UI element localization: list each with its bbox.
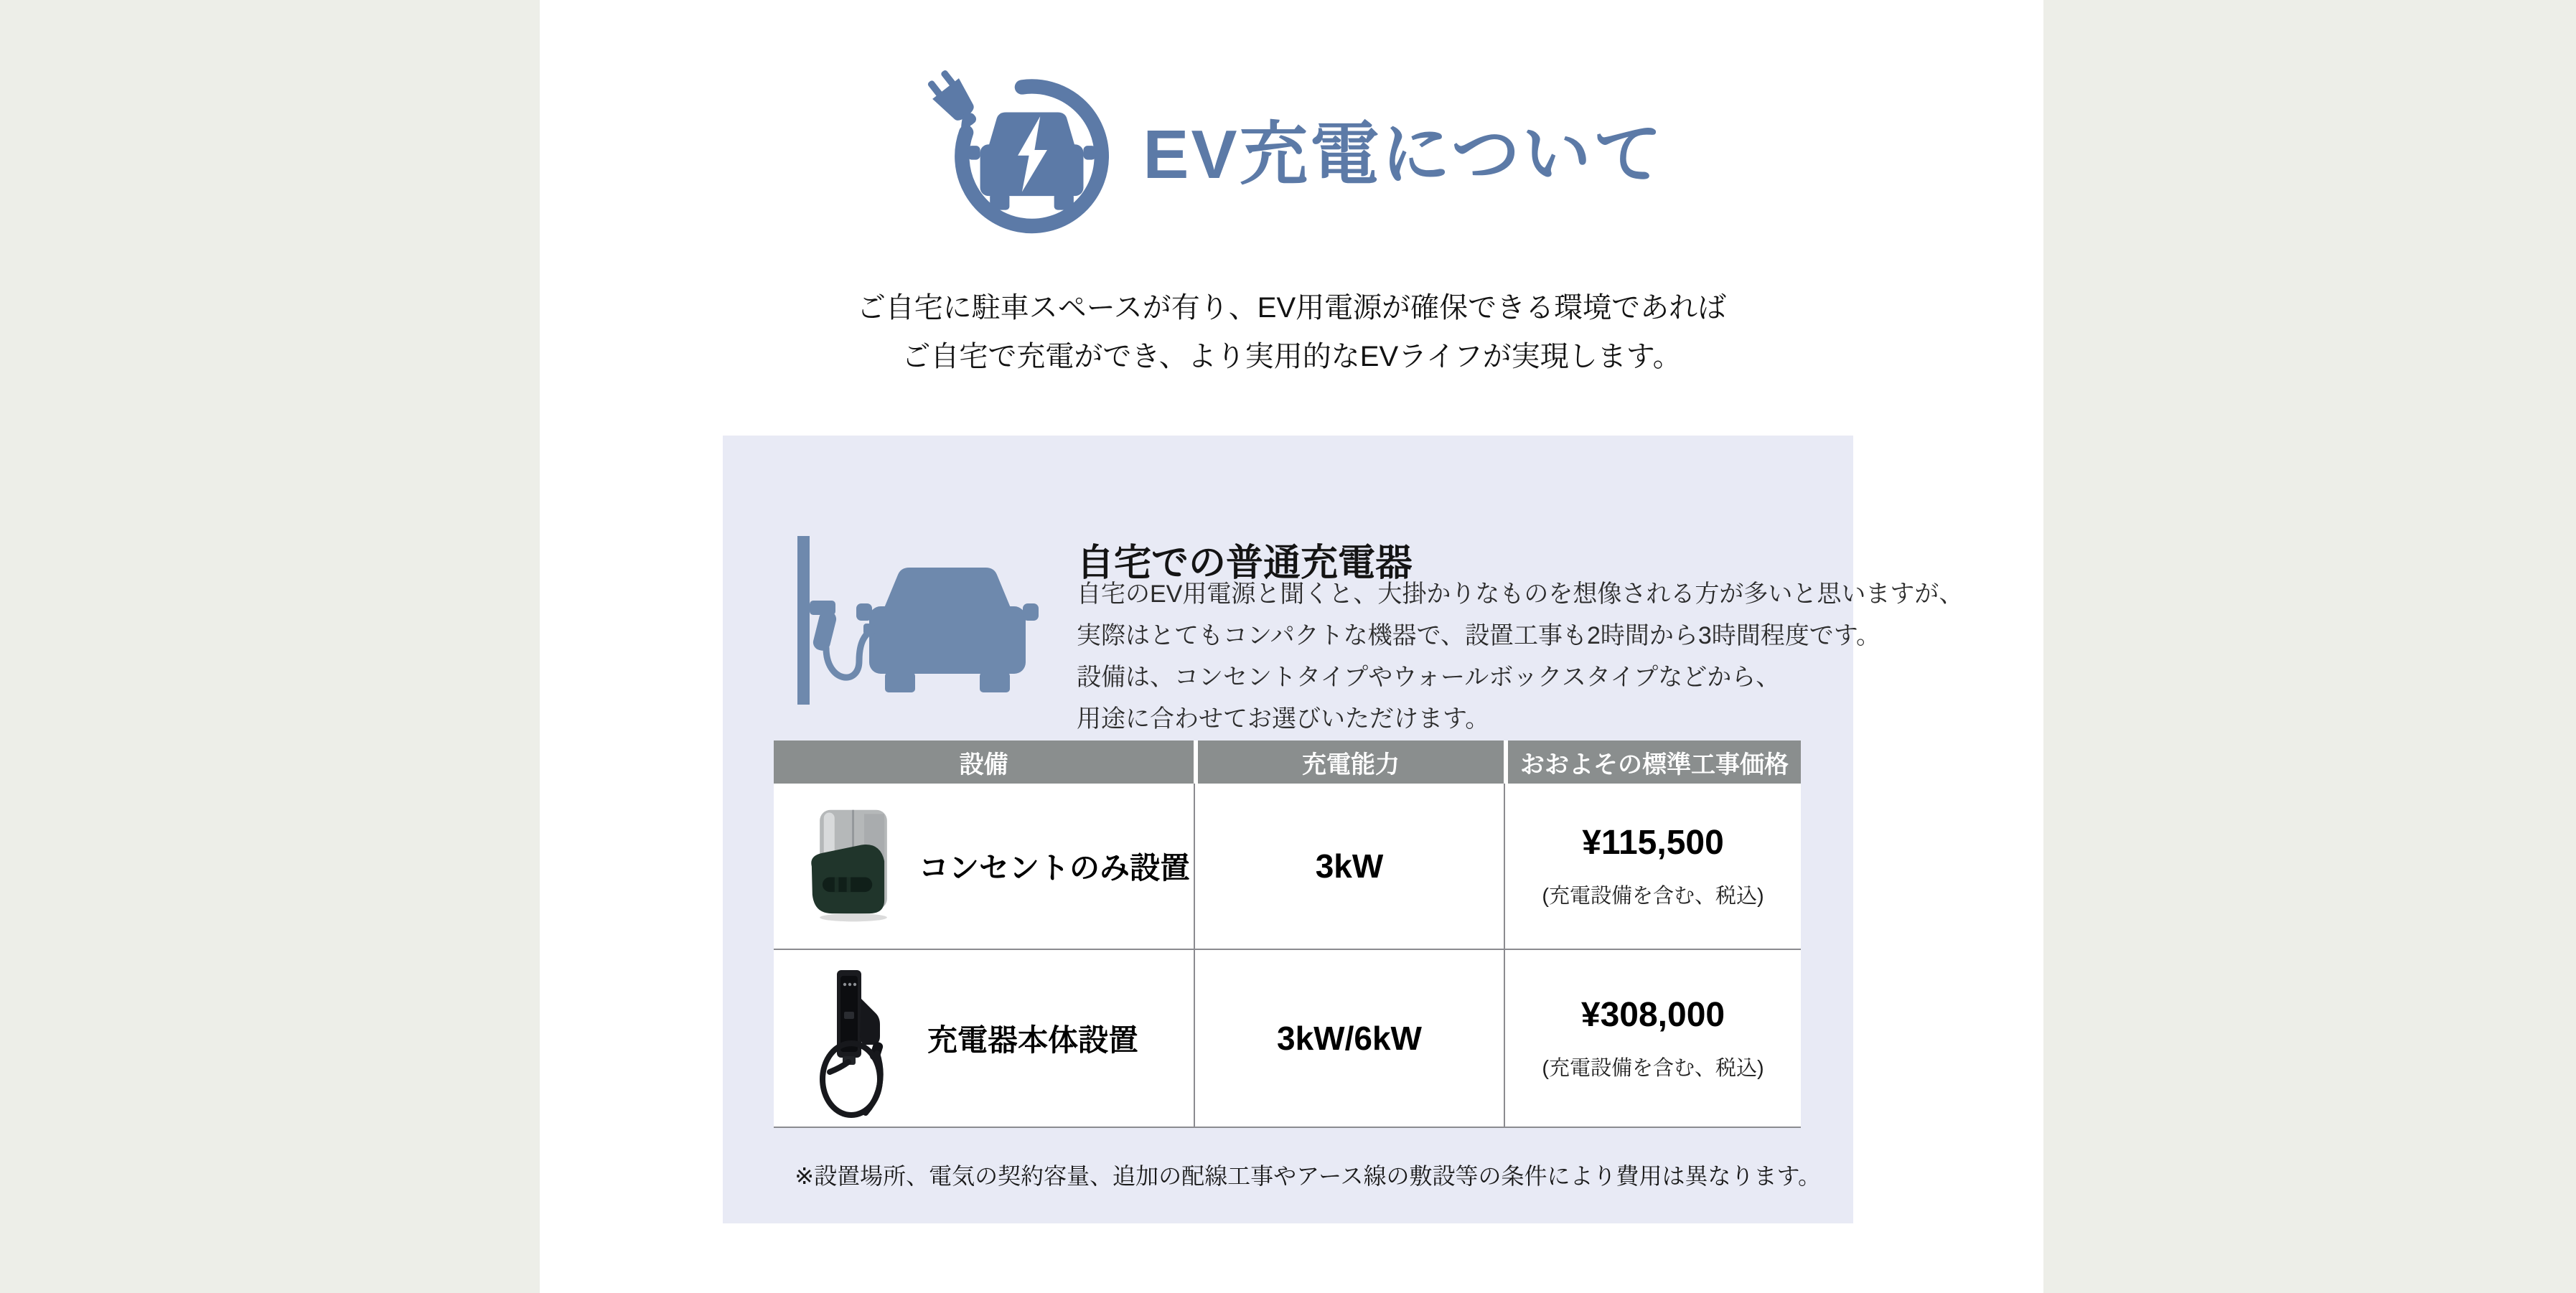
table-header-row xyxy=(774,740,1801,784)
ev-car-plug-circle-icon xyxy=(919,53,1121,245)
capacity-cell xyxy=(1194,950,1504,1127)
ev-outlet-product-image xyxy=(800,807,907,925)
equipment-label: コンセントのみ設置 xyxy=(919,851,1191,885)
page-header xyxy=(540,50,2043,248)
description-line: 設備は、コンセントタイプやウォールボックスタイプなどから、 xyxy=(1077,664,1781,691)
price-note: (充電設備を含む、税込) xyxy=(1542,885,1764,908)
capacity-cell xyxy=(1194,784,1504,949)
price-cell xyxy=(1504,784,1801,949)
charger-pricing-table xyxy=(774,740,1801,1128)
page-title: EV充電について xyxy=(1143,116,1664,193)
description-line: 自宅のEV用電源と聞くと、大掛かりなものを想像される方が多いと思いますが、 xyxy=(1077,580,1964,608)
intro-text xyxy=(540,283,2043,381)
price-value: ¥115,500 xyxy=(1582,824,1724,862)
description-line: 実際はとてもコンパクトな機器で、設置工事も2時間から3時間程度です。 xyxy=(1077,622,1881,649)
column-header-capacity: 充電能力 xyxy=(1194,740,1504,784)
panel-heading: 自宅での普通充電器 xyxy=(1077,542,1413,585)
column-header-price: おおよその標準工事価格 xyxy=(1504,740,1801,784)
price-cell xyxy=(1504,950,1801,1127)
home-charger-panel xyxy=(723,436,1964,1223)
car-charging-station-icon xyxy=(795,536,1042,705)
intro-line-1: ご自宅に駐車スペースが有り、EV用電源が確保できる環境であれば xyxy=(856,292,1727,324)
capacity-value: 3kW/6kW xyxy=(1277,1020,1422,1057)
column-header-equipment: 設備 xyxy=(774,740,1194,784)
wall-charger-product-image xyxy=(808,970,916,1121)
content-area xyxy=(540,0,2043,1293)
price-value: ¥308,000 xyxy=(1580,996,1725,1034)
table-row xyxy=(774,949,1801,1127)
equipment-label: 充電器本体設置 xyxy=(927,1023,1139,1057)
table-row xyxy=(774,784,1801,949)
panel-description xyxy=(1077,573,1963,740)
description-line: 用途に合わせてお選びいただけます。 xyxy=(1077,705,1490,733)
capacity-value: 3kW xyxy=(1315,847,1384,885)
intro-line-2: ご自宅で充電ができ、より実用的なEVライフが実現します。 xyxy=(901,341,1682,372)
price-note: (充電設備を含む、税込) xyxy=(1542,1057,1764,1080)
table-footnote: ※設置場所、電気の契約容量、追加の配線工事やアース線の敷設等の条件により費用は異なります。 xyxy=(795,1163,1821,1189)
table-body xyxy=(774,784,1801,1128)
equipment-cell xyxy=(774,950,1194,1127)
equipment-cell xyxy=(774,784,1194,949)
